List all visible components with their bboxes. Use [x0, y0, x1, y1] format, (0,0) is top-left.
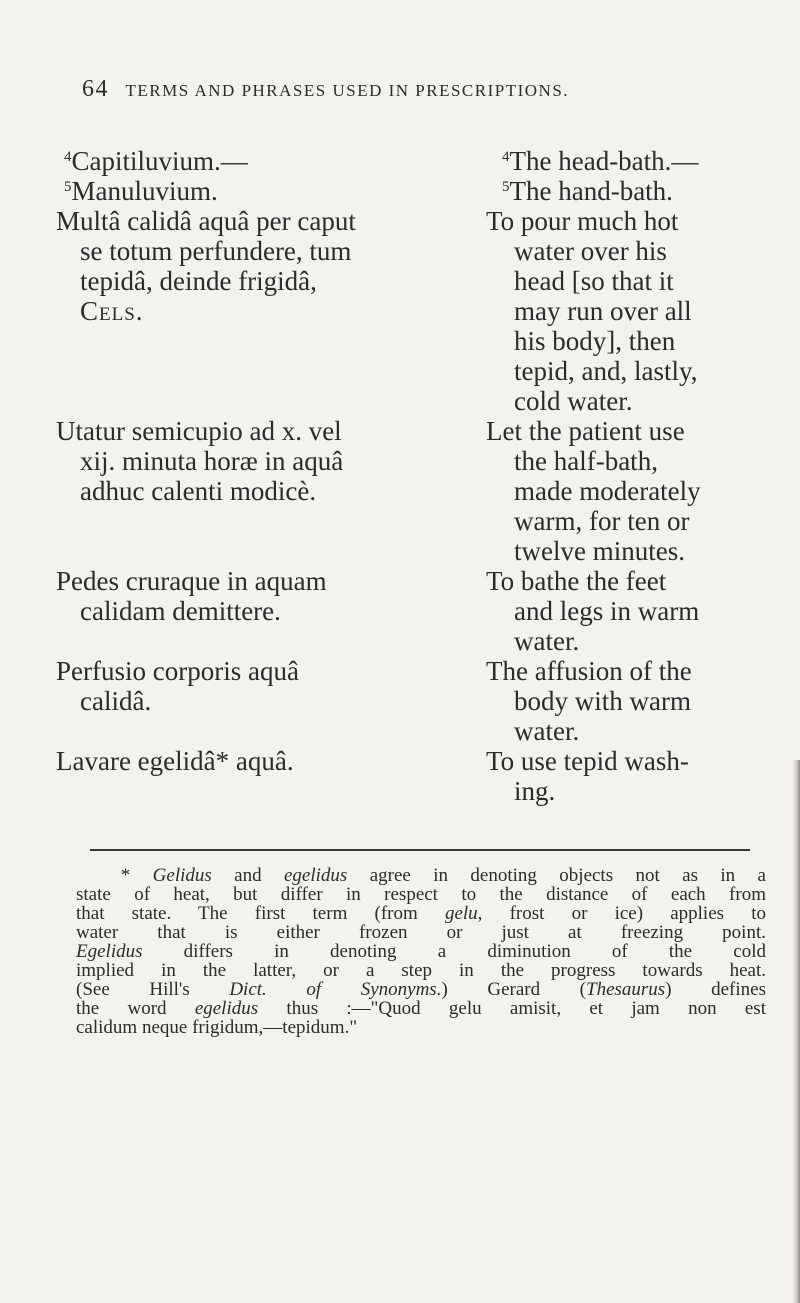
english-line: and legs in warm: [514, 596, 700, 626]
english-line: made moderately: [514, 476, 701, 506]
english-line: $^4$The head-bath.—: [502, 146, 699, 176]
english-line: To bathe the feet: [486, 566, 667, 596]
footnote-line: water that is either frozen or just at freezing point.: [76, 922, 766, 943]
footnote-line: state of heat, but differ in respect to the distance of each from: [76, 884, 766, 905]
latin-line: Pedes cruraque in aquam: [56, 566, 327, 596]
english-column-entry-4: [488, 656, 798, 746]
latin-column-entry-1: [56, 146, 504, 326]
english-line: his body], then: [514, 326, 676, 356]
footnote-marker: *: [120, 865, 131, 886]
english-line: warm, for ten or: [514, 506, 690, 536]
latin-column-entry-4: [56, 656, 504, 716]
latin-line: Lavare egelidâ* aquâ.: [56, 746, 294, 776]
latin-column-entry-2: [56, 416, 504, 506]
latin-line: Perfusio corporis aquâ: [56, 656, 299, 686]
english-line: ing.: [514, 776, 556, 806]
english-line: Let the patient use: [486, 416, 685, 446]
page-number: 64: [82, 76, 109, 102]
english-line: To pour much hot: [486, 206, 679, 236]
english-line: water over his: [514, 236, 667, 266]
footnote-line: implied in the latter, or a step in the progress towards heat.: [76, 960, 766, 981]
footnote-line: Egelidus differs in denoting a diminution of the cold: [76, 941, 766, 962]
latin-line: calidam demittere.: [80, 596, 281, 626]
english-line: water.: [514, 626, 580, 656]
english-line: body with warm: [514, 686, 691, 716]
footnote-line: the word egelidus thus :—"Quod gelu amisit, et jam non est: [76, 998, 766, 1019]
footnote: [76, 866, 766, 1037]
running-title: TERMS AND PHRASES USED IN PRESCRIPTIONS.: [125, 81, 570, 100]
english-line: may run over all: [514, 296, 692, 326]
english-line: cold water.: [514, 386, 633, 416]
english-column-entry-2: [488, 416, 798, 566]
english-line: $^5$The hand-bath.: [502, 176, 673, 206]
english-line: twelve minutes.: [514, 536, 685, 566]
english-line: head [so that it: [514, 266, 674, 296]
english-line: the half-bath,: [514, 446, 658, 476]
latin-line: $^5$Manuluvium.: [64, 176, 218, 206]
latin-line: calidâ.: [80, 686, 152, 716]
footnote-line: that state. The first term (from gelu, frost or ice) applies to: [76, 903, 766, 924]
english-line: tepid, and, lastly,: [514, 356, 698, 386]
latin-column-entry-3: [56, 566, 504, 626]
english-line: To use tepid wash-: [486, 746, 689, 776]
latin-line: $^4$Capitiluvium.—: [64, 146, 248, 176]
page-edge-shadow: [792, 760, 800, 1303]
footnote-line: calidum neque frigidum,—tepidum.": [76, 1017, 358, 1038]
running-header: [82, 76, 569, 103]
latin-line: xij. minuta horæ in aquâ: [80, 446, 344, 476]
latin-line: Utatur semicupio ad x. vel: [56, 416, 342, 446]
latin-column-entry-5: [56, 746, 504, 776]
footnote-line: (See Hill's Dict. of Synonyms.) Gerard (Thesaurus) defines: [76, 979, 766, 1000]
latin-line: se totum perfundere, tum: [80, 236, 352, 266]
latin-line: adhuc calenti modicè.: [80, 476, 317, 506]
footnote-divider: [90, 849, 750, 851]
footnote-line: * Gelidus and egelidus agree in denoting objects not as in a: [120, 865, 766, 886]
latin-line: Multâ calidâ aquâ per caput: [56, 206, 356, 236]
english-line: water.: [514, 716, 580, 746]
english-line: The affusion of the: [486, 656, 692, 686]
english-column-entry-3: [488, 566, 798, 656]
latin-line: tepidâ, deinde frigidâ,: [80, 266, 317, 296]
english-column-entry-5: [488, 746, 798, 806]
english-column-entry-1: [488, 146, 798, 416]
latin-line: Cels.: [80, 296, 144, 326]
